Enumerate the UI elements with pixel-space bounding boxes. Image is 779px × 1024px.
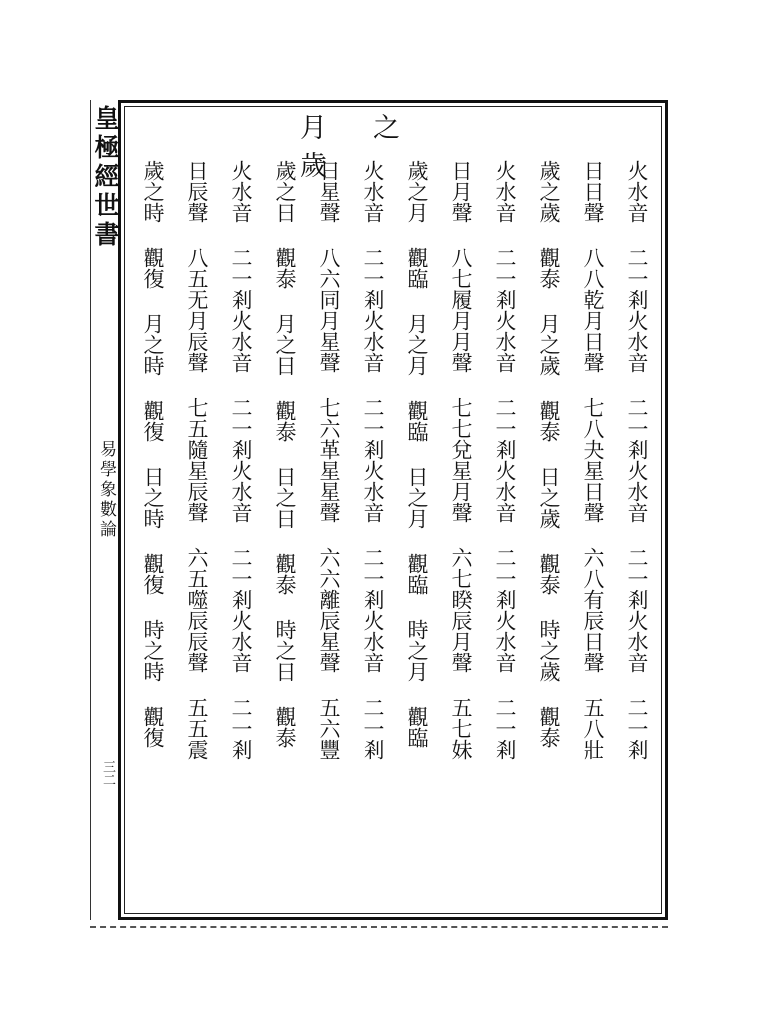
- text-column-2: 日日聲 八八乾月日聲 七八夬星日聲 六八有辰日聲 五八壯: [581, 160, 605, 760]
- text-column-11: 日辰聲 八五无月辰聲 七五隨星辰聲 六五噬辰辰聲 五五震: [185, 160, 209, 760]
- text-column-9: 歲之日 觀泰 月之日 觀泰 日之日 觀泰 時之日 觀泰: [273, 160, 297, 748]
- text-column-8: 日星聲 八六同月星聲 七六革星星聲 六六離辰星聲 五六豐: [317, 160, 341, 760]
- text-column-1: 火水音 二一剎火水音 二一剎火水音 二一剎火水音 二一剎: [625, 160, 649, 760]
- text-column-12: 歲之時 觀復 月之時 觀復 日之時 觀復 時之時 觀復: [141, 160, 165, 748]
- bottom-rule: [90, 926, 668, 928]
- text-column-4: 火水音 二一剎火水音 二一剎火水音 二一剎火水音 二一剎: [493, 160, 517, 760]
- text-column-5: 日月聲 八七履月月聲 七七兌星月聲 六七睽辰月聲 五七妹: [449, 160, 473, 760]
- text-column-3: 歲之歲 觀泰 月之歲 觀泰 日之歲 觀泰 時之歲 觀泰: [537, 160, 561, 748]
- text-column-10: 火水音 二一剎火水音 二一剎火水音 二一剎火水音 二一剎: [229, 160, 253, 760]
- spine-subtitle: 易學象數論: [96, 440, 116, 540]
- spine-title: 皇極經世書: [91, 105, 120, 250]
- page-heading: 月之歲: [300, 113, 446, 182]
- text-column-7: 火水音 二一剎火水音 二一剎火水音 二一剎火水音 二一剎: [361, 160, 385, 760]
- spine-page-number: 三二: [100, 760, 115, 786]
- text-column-6: 歲之月 觀臨 月之月 觀臨 日之月 觀臨 時之月 觀臨: [405, 160, 429, 748]
